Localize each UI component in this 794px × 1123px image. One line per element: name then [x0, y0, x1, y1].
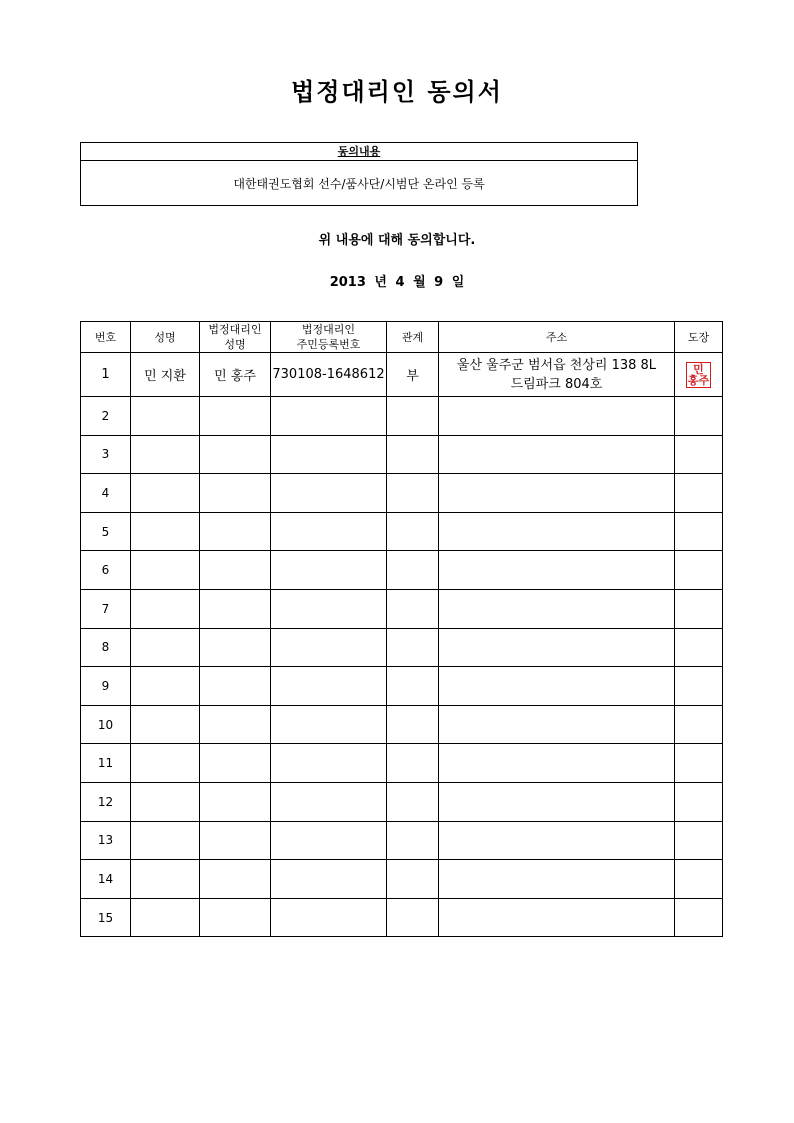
table-row — [81, 397, 723, 436]
cell-seal — [675, 353, 723, 397]
cell-relation — [387, 474, 439, 513]
cell-no: 12 — [81, 782, 131, 821]
table-row — [81, 474, 723, 513]
cell-guardian-name — [200, 744, 271, 783]
cell-address-line1: 울산 울주군 범서읍 천상리 138 8L — [456, 357, 657, 373]
cell-seal — [675, 821, 723, 860]
cell-no: 2 — [81, 397, 131, 436]
table-body — [81, 353, 723, 937]
cell-seal — [675, 898, 723, 937]
cell-relation — [387, 898, 439, 937]
header-guardian-id-line1: 법정대리인 — [301, 323, 356, 336]
header-address: 주소 — [439, 322, 675, 353]
cell-guardian-name — [200, 782, 271, 821]
cell-address — [439, 782, 675, 821]
cell-address — [439, 353, 675, 397]
cell-relation — [387, 397, 439, 436]
cell-name — [131, 551, 200, 590]
cell-seal — [675, 474, 723, 513]
header-no: 번호 — [81, 322, 131, 353]
consent-header-label: 동의내용 — [337, 145, 381, 158]
header-guardian-name — [200, 322, 271, 353]
table-row — [81, 628, 723, 667]
consent-content: 대한태권도협회 선수/품사단/시범단 온라인 등록 — [233, 177, 485, 191]
cell-seal — [675, 744, 723, 783]
cell-relation — [387, 860, 439, 899]
cell-address — [439, 397, 675, 436]
cell-seal — [675, 397, 723, 436]
cell-no: 6 — [81, 551, 131, 590]
cell-guardian-id — [271, 435, 387, 474]
cell-address — [439, 435, 675, 474]
cell-address — [439, 667, 675, 706]
cell-name — [131, 512, 200, 551]
cell-name — [131, 628, 200, 667]
cell-address — [439, 628, 675, 667]
cell-seal — [675, 860, 723, 899]
cell-guardian-name — [200, 435, 271, 474]
cell-guardian-name — [200, 551, 271, 590]
header-guardian-id — [271, 322, 387, 353]
cell-guardian-id — [271, 744, 387, 783]
cell-guardian-id — [271, 860, 387, 899]
cell-guardian-id — [271, 821, 387, 860]
table-row — [81, 860, 723, 899]
cell-guardian-name — [200, 512, 271, 551]
table-row — [81, 744, 723, 783]
cell-name — [131, 860, 200, 899]
cell-guardian-id — [271, 474, 387, 513]
table-row — [81, 898, 723, 937]
cell-seal — [675, 782, 723, 821]
cell-no: 7 — [81, 589, 131, 628]
cell-guardian-id — [271, 551, 387, 590]
table-row — [81, 782, 723, 821]
cell-guardian-name — [200, 860, 271, 899]
cell-no: 3 — [81, 435, 131, 474]
cell-name — [131, 435, 200, 474]
cell-name — [131, 744, 200, 783]
cell-guardian-name: 민 홍주 — [200, 353, 271, 397]
cell-no: 13 — [81, 821, 131, 860]
cell-name — [131, 397, 200, 436]
cell-no: 11 — [81, 744, 131, 783]
agree-statement: 위 내용에 대해 동의합니다. — [318, 233, 476, 248]
cell-no: 5 — [81, 512, 131, 551]
guardian-table — [80, 321, 723, 937]
cell-relation — [387, 435, 439, 474]
header-guardian-name-line1: 법정대리인 — [208, 323, 262, 336]
table-row — [81, 589, 723, 628]
cell-guardian-id — [271, 705, 387, 744]
cell-guardian-id — [271, 667, 387, 706]
cell-address — [439, 898, 675, 937]
cell-relation: 부 — [387, 353, 439, 397]
cell-no: 4 — [81, 474, 131, 513]
cell-seal — [675, 435, 723, 474]
cell-seal — [675, 589, 723, 628]
table-row — [81, 821, 723, 860]
header-guardian-name-line2: 성명 — [224, 338, 246, 351]
cell-guardian-name — [200, 667, 271, 706]
cell-name — [131, 821, 200, 860]
cell-address — [439, 821, 675, 860]
cell-name — [131, 782, 200, 821]
cell-guardian-name — [200, 705, 271, 744]
cell-relation — [387, 551, 439, 590]
cell-relation — [387, 782, 439, 821]
cell-seal — [675, 512, 723, 551]
cell-guardian-id — [271, 397, 387, 436]
cell-guardian-id — [271, 628, 387, 667]
cell-name — [131, 898, 200, 937]
document-title: 법정대리인 동의서 — [291, 78, 503, 106]
seal-stamp-icon — [686, 362, 711, 388]
cell-guardian-id — [271, 589, 387, 628]
cell-guardian-id — [271, 782, 387, 821]
cell-guardian-id: 730108-1648612 — [271, 353, 387, 397]
seal-line1: 민 — [693, 362, 704, 376]
cell-guardian-name — [200, 397, 271, 436]
consent-header — [81, 143, 637, 161]
cell-name — [131, 705, 200, 744]
cell-no: 1 — [81, 353, 131, 397]
cell-seal — [675, 667, 723, 706]
cell-address — [439, 551, 675, 590]
cell-guardian-name — [200, 628, 271, 667]
cell-address — [439, 705, 675, 744]
cell-guardian-name — [200, 589, 271, 628]
consent-box — [80, 142, 638, 206]
cell-relation — [387, 512, 439, 551]
cell-address — [439, 512, 675, 551]
cell-no: 8 — [81, 628, 131, 667]
cell-relation — [387, 744, 439, 783]
cell-relation — [387, 705, 439, 744]
table-row — [81, 353, 723, 397]
cell-address — [439, 860, 675, 899]
cell-name — [131, 474, 200, 513]
header-relation: 관계 — [387, 322, 439, 353]
cell-name: 민 지환 — [131, 353, 200, 397]
cell-guardian-name — [200, 474, 271, 513]
cell-relation — [387, 589, 439, 628]
cell-address-line2: 드림파크 804호 — [510, 376, 603, 392]
cell-no: 15 — [81, 898, 131, 937]
cell-no: 9 — [81, 667, 131, 706]
seal-line2: 홍주 — [687, 373, 710, 387]
cell-guardian-id — [271, 898, 387, 937]
table-row — [81, 705, 723, 744]
cell-no: 14 — [81, 860, 131, 899]
table-row — [81, 551, 723, 590]
cell-guardian-id — [271, 512, 387, 551]
header-name: 성명 — [131, 322, 200, 353]
table-row — [81, 512, 723, 551]
cell-name — [131, 667, 200, 706]
cell-relation — [387, 628, 439, 667]
table-row — [81, 435, 723, 474]
header-guardian-id-line2: 주민등록번호 — [296, 338, 361, 351]
cell-relation — [387, 821, 439, 860]
cell-address — [439, 589, 675, 628]
cell-seal — [675, 628, 723, 667]
cell-seal — [675, 551, 723, 590]
cell-guardian-name — [200, 898, 271, 937]
header-seal: 도장 — [675, 322, 723, 353]
table-header-row — [81, 322, 723, 353]
cell-name — [131, 589, 200, 628]
cell-address — [439, 474, 675, 513]
cell-no: 10 — [81, 705, 131, 744]
cell-address — [439, 744, 675, 783]
cell-guardian-name — [200, 821, 271, 860]
cell-relation — [387, 667, 439, 706]
document-date: 2013 년 4 월 9 일 — [329, 275, 465, 290]
table-row — [81, 667, 723, 706]
cell-seal — [675, 705, 723, 744]
